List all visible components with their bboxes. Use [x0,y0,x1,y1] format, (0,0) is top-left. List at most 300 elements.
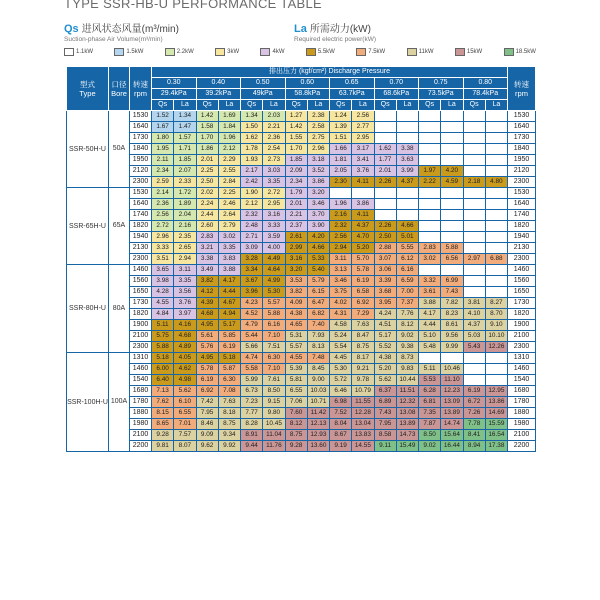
la-value-cell: 4.70 [352,232,374,243]
qs-value-cell [463,375,485,386]
qs-value-cell: 4.84 [152,309,174,320]
la-value-cell: 16.54 [485,430,507,441]
la-subheader: La [174,100,196,111]
la-value-cell [441,122,463,133]
qs-value-cell: 7.43 [374,408,396,419]
rpm-cell: 1650 [130,287,152,298]
la-value-cell: 8.75 [218,419,240,430]
la-value-cell: 3.35 [263,177,285,188]
qs-value-cell: 3.16 [285,254,307,265]
qs-value-cell: 3.21 [196,243,218,254]
qs-subheader: Qs [330,100,352,111]
qs-value-cell: 5.58 [241,364,263,375]
la-value-cell: 8.07 [174,441,196,452]
legend-swatch [260,48,270,56]
qs-value-cell [374,199,396,210]
legend-swatch [215,48,225,56]
table-row [67,276,536,287]
legend-item [114,48,143,56]
la-value-cell: 5.20 [352,243,374,254]
rpm-cell-right: 1780 [508,397,536,408]
rpm-cell: 1640 [130,122,152,133]
qs-value-cell: 9.28 [285,441,307,452]
la-value-cell [396,133,418,144]
table-row [67,133,536,144]
qs-value-cell: 3.33 [152,243,174,254]
la-value-cell [485,166,507,177]
la-subheader: La [218,100,240,111]
qs-value-cell [330,188,352,199]
la-value-cell: 9.34 [218,430,240,441]
qs-value-cell: 2.94 [330,243,352,254]
qs-value-cell: 4.45 [330,353,352,364]
qs-value-cell: 6.55 [285,386,307,397]
pressure-kgf: 0.40 [196,78,241,89]
rpm-cell: 1460 [130,265,152,276]
la-value-cell: 5.62 [174,386,196,397]
qs-value-cell: 9.19 [330,441,352,452]
qs-value-cell: 2.96 [152,232,174,243]
table-row [67,408,536,419]
la-value-cell: 5.85 [218,331,240,342]
la-value-cell: 10.10 [485,331,507,342]
la-value-cell: 10.79 [352,386,374,397]
pressure-kpa: 49kPa [241,89,286,100]
table-row [67,342,536,353]
la-value-cell [352,188,374,199]
qs-value-cell: 1.42 [285,122,307,133]
table-row [67,254,536,265]
la-value-cell: 5.79 [307,276,329,287]
la-value-cell: 8.47 [352,331,374,342]
la-value-cell [485,353,507,364]
qs-value-cell: 7.26 [463,408,485,419]
la-value-cell [396,199,418,210]
la-value-cell: 7.43 [441,287,463,298]
qs-value-cell: 2.50 [374,232,396,243]
legend-label: 11kW [418,49,434,55]
qs-value-cell: 5.30 [330,364,352,375]
qs-value-cell [419,265,441,276]
la-value-cell: 11.10 [441,375,463,386]
rpm-cell-right: 1530 [508,111,536,122]
legend-label: 5.5kW [317,49,335,55]
la-value-cell: 4.66 [307,243,329,254]
pressure-kpa: 78.4kPa [463,89,508,100]
qs-value-cell: 6.00 [152,364,174,375]
la-value-cell: 1.69 [218,111,240,122]
la-value-cell: 6.56 [441,254,463,265]
table-row [67,199,536,210]
qs-value-cell: 4.79 [241,320,263,331]
qs-value-cell: 8.75 [285,430,307,441]
qs-value-cell [463,265,485,276]
la-value-cell: 7.10 [263,331,285,342]
table-row [67,320,536,331]
qs-value-cell: 5.44 [241,331,263,342]
la-value-cell: 3.02 [218,232,240,243]
qs-value-cell: 2.01 [285,199,307,210]
qs-value-cell [419,221,441,232]
legend-swatch [504,48,514,56]
qs-value-cell: 3.32 [419,276,441,287]
la-value-cell: 3.33 [263,221,285,232]
qs-value-cell: 2.11 [152,155,174,166]
qs-value-cell: 5.62 [374,375,396,386]
la-value-cell [396,122,418,133]
qs-value-cell: 5.76 [196,342,218,353]
la-value-cell: 9.00 [307,375,329,386]
rpm-cell: 1880 [130,408,152,419]
la-sublabel: Required electric power(kW) [294,36,376,43]
la-value-cell [396,188,418,199]
rpm-cell-right: 1530 [508,188,536,199]
la-value-cell [485,265,507,276]
legend-label: 2.2kW [176,49,194,55]
qs-value-cell: 4.12 [196,287,218,298]
la-subheader: La [441,100,463,111]
qs-value-cell: 4.28 [152,287,174,298]
qs-subheader: Qs [374,100,396,111]
la-value-cell: 9.83 [396,364,418,375]
la-value-cell: 5.78 [352,265,374,276]
qs-value-cell: 3.51 [152,254,174,265]
la-value-cell: 2.36 [263,133,285,144]
pressure-kpa: 63.7kPa [330,89,375,100]
qs-value-cell: 5.31 [285,331,307,342]
qs-value-cell: 8.28 [241,419,263,430]
rpm-cell-right: 1310 [508,353,536,364]
qs-value-cell: 2.26 [374,177,396,188]
table-row [67,430,536,441]
rpm-header-right: 转速 rpm [508,67,536,111]
rpm-cell-right: 1730 [508,298,536,309]
la-value-cell: 5.55 [396,243,418,254]
la-value-cell: 1.71 [174,144,196,155]
qs-value-cell: 9.11 [374,441,396,452]
qs-value-cell: 1.39 [330,122,352,133]
la-value-cell: 13.09 [441,397,463,408]
rpm-cell: 1530 [130,111,152,122]
qs-value-cell: 3.02 [419,254,441,265]
la-value-cell: 6.59 [396,276,418,287]
qs-value-cell: 3.53 [285,276,307,287]
la-value-cell [441,221,463,232]
pressure-kgf: 0.30 [152,78,197,89]
table-row [67,188,536,199]
performance-table [66,66,536,452]
rpm-cell-right: 1820 [508,221,536,232]
legend-item [504,48,536,56]
qs-subheader: Qs [152,100,174,111]
la-value-cell: 7.61 [263,375,285,386]
qs-value-cell: 6.19 [463,386,485,397]
la-value-cell: 11.76 [263,441,285,452]
rpm-header: 转速 rpm [130,67,152,111]
qs-value-cell: 6.46 [330,386,352,397]
la-value-cell: 7.93 [307,331,329,342]
la-value-cell: 4.37 [352,221,374,232]
qs-sublabel: Suction-phase Air Volume(m³/min) [64,36,163,43]
rpm-cell-right: 1680 [508,386,536,397]
la-value-cell: 2.21 [263,122,285,133]
qs-value-cell: 8.91 [241,430,263,441]
la-value-cell: 2.25 [218,188,240,199]
la-value-cell: 11.55 [352,397,374,408]
la-symbol: La [294,23,307,35]
la-value-cell: 3.17 [352,144,374,155]
la-value-cell [441,155,463,166]
la-value-cell: 5.01 [396,232,418,243]
qs-value-cell: 1.50 [241,122,263,133]
la-value-cell: 2.56 [352,111,374,122]
qs-value-cell: 1.70 [285,144,307,155]
la-value-cell: 4.16 [174,320,196,331]
qs-value-cell: 3.95 [374,298,396,309]
qs-value-cell: 3.82 [196,276,218,287]
table-row [67,166,536,177]
la-value-cell: 2.04 [174,210,196,221]
model-cell: SSR-100H-U [67,353,109,452]
la-value-cell: 4.37 [396,177,418,188]
la-value-cell [485,111,507,122]
la-value-cell [485,221,507,232]
qs-value-cell: 1.93 [241,155,263,166]
qs-value-cell: 6.89 [374,397,396,408]
la-value-cell: 6.92 [352,298,374,309]
qs-value-cell: 4.95 [196,320,218,331]
qs-caption [64,20,179,43]
qs-value-cell: 1.78 [241,144,263,155]
la-value-cell: 3.83 [218,254,240,265]
la-value-cell: 10.03 [307,386,329,397]
la-value-cell: 2.16 [174,221,196,232]
qs-value-cell [463,155,485,166]
rpm-cell-right: 1820 [508,309,536,320]
la-value-cell [441,111,463,122]
la-value-cell: 12.95 [485,386,507,397]
rpm-cell: 1680 [130,386,152,397]
qs-value-cell: 5.24 [330,331,352,342]
la-value-cell [485,276,507,287]
rpm-cell-right: 2100 [508,331,536,342]
la-value-cell: 2.29 [218,155,240,166]
rpm-cell-right: 1640 [508,122,536,133]
rpm-cell-right: 1950 [508,155,536,166]
qs-subheader: Qs [241,100,263,111]
la-value-cell: 4.66 [396,221,418,232]
la-value-cell: 3.76 [174,298,196,309]
legend-item [260,48,284,56]
qs-value-cell: 7.52 [330,408,352,419]
qs-value-cell: 4.31 [330,309,352,320]
qs-value-cell: 5.52 [374,342,396,353]
la-value-cell: 7.29 [352,309,374,320]
la-value-cell: 8.13 [307,342,329,353]
la-value-cell: 9.10 [485,320,507,331]
qs-value-cell: 5.11 [152,320,174,331]
rpm-cell-right: 2200 [508,441,536,452]
qs-subheader: Qs [285,100,307,111]
rpm-cell: 1820 [130,309,152,320]
table-row [67,122,536,133]
la-value-cell: 3.86 [307,177,329,188]
rpm-cell: 1820 [130,221,152,232]
rpm-cell: 1900 [130,320,152,331]
la-value-cell: 14.73 [396,430,418,441]
la-value-cell [441,232,463,243]
qs-value-cell: 2.48 [241,221,263,232]
qs-value-cell: 6.28 [419,386,441,397]
qs-value-cell: 7.95 [196,408,218,419]
la-value-cell: 7.82 [441,298,463,309]
rpm-cell: 1740 [130,210,152,221]
qs-value-cell: 5.99 [241,375,263,386]
bore-cell: 80A [109,265,130,353]
qs-value-cell [419,188,441,199]
la-value-cell: 3.56 [174,287,196,298]
qs-subheader: Qs [463,100,485,111]
qs-value-cell: 7.35 [419,408,441,419]
qs-value-cell: 8.65 [152,419,174,430]
rpm-cell: 2120 [130,166,152,177]
la-value-cell: 15.64 [441,430,463,441]
la-value-cell: 8.45 [307,364,329,375]
qs-value-cell: 5.81 [285,375,307,386]
la-value-cell: 4.20 [307,232,329,243]
la-value-cell: 8.17 [352,353,374,364]
la-subheader: La [352,100,374,111]
pressure-kpa: 73.5kPa [419,89,464,100]
la-value-cell: 1.89 [174,199,196,210]
qs-value-cell: 2.97 [463,254,485,265]
la-value-cell: 2.79 [218,221,240,232]
rpm-cell: 1560 [130,276,152,287]
qs-value-cell: 3.39 [374,276,396,287]
la-value-cell: 3.63 [396,155,418,166]
la-value-cell: 13.08 [396,408,418,419]
qs-value-cell: 6.92 [196,386,218,397]
la-value-cell: 15.49 [396,441,418,452]
qs-value-cell: 9.62 [196,441,218,452]
rpm-cell-right: 2300 [508,342,536,353]
la-value-cell: 12.23 [441,386,463,397]
qs-value-cell: 4.38 [374,353,396,364]
qs-value-cell: 8.04 [330,419,352,430]
la-value-cell [485,133,507,144]
qs-value-cell: 5.48 [419,342,441,353]
la-value-cell: 3.41 [352,155,374,166]
la-value-cell: 6.99 [441,276,463,287]
qs-value-cell: 2.60 [196,221,218,232]
table-row [67,397,536,408]
pressure-kpa: 39.2kPa [196,89,241,100]
qs-value-cell: 9.28 [152,430,174,441]
qs-value-cell [419,199,441,210]
la-value-cell: 13.89 [396,419,418,430]
rpm-cell-right: 1460 [508,265,536,276]
la-value-cell: 4.49 [263,254,285,265]
qs-value-cell: 3.96 [241,287,263,298]
legend-item [356,48,385,56]
la-value-cell: 6.58 [352,287,374,298]
la-subheader: La [307,100,329,111]
qs-value-cell: 5.88 [152,342,174,353]
la-value-cell: 2.58 [307,122,329,133]
la-value-cell: 12.13 [307,419,329,430]
la-value-cell: 12.26 [485,342,507,353]
qs-value-cell: 3.68 [374,287,396,298]
qs-value-cell [463,199,485,210]
la-value-cell: 1.72 [174,188,196,199]
la-value-cell: 2.03 [263,111,285,122]
rpm-cell-right: 1560 [508,276,536,287]
qs-value-cell [374,133,396,144]
la-value-cell: 7.08 [218,386,240,397]
model-cell: SSR-50H-U [67,111,109,188]
bore-header: 口径 Bore [109,67,130,111]
la-value-cell [485,375,507,386]
pressure-kgf: 0.80 [463,78,508,89]
la-value-cell: 7.01 [174,419,196,430]
la-value-cell: 4.89 [174,342,196,353]
pressure-kpa: 29.4kPa [152,89,197,100]
legend-item [407,48,434,56]
qs-value-cell: 2.01 [374,166,396,177]
rpm-cell-right: 1880 [508,408,536,419]
la-value-cell: 7.63 [352,320,374,331]
qs-value-cell: 8.12 [285,419,307,430]
rpm-cell: 2300 [130,177,152,188]
rpm-cell-right: 1900 [508,320,536,331]
qs-value-cell: 8.94 [463,441,485,452]
qs-value-cell: 6.98 [330,397,352,408]
pressure-title: 排出压力 (kgf/cm²) Discharge Pressure [152,67,508,78]
la-value-cell: 6.10 [174,397,196,408]
qs-value-cell: 2.32 [330,221,352,232]
qs-value-cell: 1.58 [196,122,218,133]
table-row [67,287,536,298]
la-value-cell: 8.12 [396,320,418,331]
legend-swatch [114,48,124,56]
la-value-cell: 5.88 [263,309,285,320]
bore-cell: 100A [109,353,130,452]
qs-value-cell: 9.09 [196,430,218,441]
la-value-cell: 1.57 [174,133,196,144]
rpm-cell-right: 2130 [508,243,536,254]
qs-value-cell: 2.25 [196,166,218,177]
qs-value-cell: 5.53 [419,375,441,386]
qs-value-cell: 2.44 [196,210,218,221]
la-value-cell [485,287,507,298]
qs-value-cell: 4.68 [196,309,218,320]
qs-value-cell: 1.95 [152,144,174,155]
la-value-cell: 13.83 [352,430,374,441]
la-value-cell [485,122,507,133]
la-value-cell: 9.80 [263,408,285,419]
la-value-cell [485,364,507,375]
qs-subheader: Qs [419,100,441,111]
model-cell: SSR-80H-U [67,265,109,353]
qs-value-cell: 3.28 [241,254,263,265]
la-value-cell: 3.99 [396,166,418,177]
pressure-kgf: 0.65 [330,78,375,89]
rpm-cell-right: 2100 [508,430,536,441]
qs-label: 进风状态风量(m³/min) [81,24,179,35]
pressure-kpa: 58.8kPa [285,89,330,100]
la-value-cell: 7.10 [263,364,285,375]
performance-body [67,111,536,452]
